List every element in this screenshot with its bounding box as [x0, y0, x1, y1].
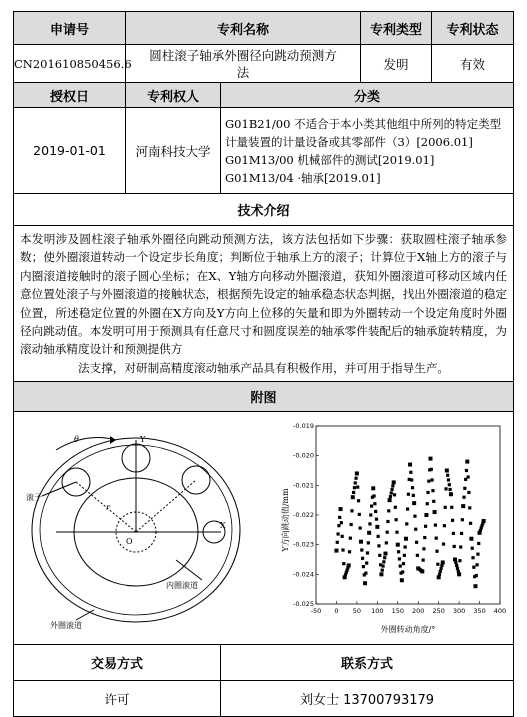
data-point-trail [443, 524, 446, 527]
figures-header: 附图 [14, 382, 514, 412]
data-point-trail [476, 563, 479, 566]
data-point-trail [361, 557, 364, 560]
data-point-trail [364, 572, 367, 575]
data-point-trail [455, 564, 458, 567]
patent-name-header: 专利名称 [126, 12, 361, 45]
data-point-trail [373, 502, 376, 505]
trade-method-value: 许可 [14, 681, 221, 717]
x-tick-label: 0 [334, 607, 339, 616]
data-point [445, 469, 449, 473]
data-point-trail [354, 477, 357, 480]
data-point-trail [475, 574, 478, 577]
data-point-trail [366, 552, 369, 555]
data-point-trail [360, 549, 363, 552]
x-tick-label: -50 [310, 607, 322, 616]
data-point-trail [416, 554, 419, 557]
patent-status-value: 有效 [432, 45, 514, 83]
data-point [449, 492, 453, 496]
data-point-trail [352, 491, 355, 494]
patent-name-value: 圆柱滚子轴承外圈径向跳动预测方法 [126, 45, 361, 83]
data-point-trail [349, 537, 352, 540]
patent-type-value: 发明 [361, 45, 432, 83]
data-point-trail [413, 515, 416, 518]
y-axis-label: Y [140, 435, 146, 445]
outer-race-label: 外圈滚道 [50, 621, 82, 631]
x-tick-label: 250 [432, 607, 445, 616]
data-point-trail [369, 514, 372, 517]
data-point-trail [410, 479, 413, 482]
x-tick-label: 200 [412, 607, 425, 616]
data-point-trail [467, 491, 470, 494]
data-point [334, 549, 338, 553]
data-point-trail [477, 542, 480, 545]
inner-race-label: 内圈滚道 [166, 581, 198, 591]
radius-label: r [106, 503, 110, 513]
data-point-trail [450, 506, 453, 509]
data-point-trail [451, 519, 454, 522]
data-point [420, 570, 424, 574]
data-point-trail [440, 567, 443, 570]
trade-method-header: 交易方式 [14, 645, 221, 681]
theta-label: θ [74, 435, 79, 445]
tech-intro-text-end: 法支撑，对研制高精度滚动轴承产品具有积极作用，并可用于指导生产。 [78, 360, 450, 375]
contact-value: 刘女士 13700793179 [221, 681, 514, 717]
data-point [375, 525, 379, 529]
x-tick-label: 150 [391, 607, 404, 616]
data-point-trail [411, 486, 414, 489]
data-point-trail [432, 500, 435, 503]
data-point-trail [350, 509, 353, 512]
grant-date-header: 授权日 [14, 83, 126, 108]
y-axis-title: Y方向跳动值/mm [281, 488, 290, 552]
data-point [461, 504, 465, 508]
data-point-trail [415, 541, 418, 544]
data-point [392, 481, 396, 485]
data-point-trail [448, 483, 451, 486]
owner-value: 河南科技大学 [126, 108, 221, 194]
data-point-trail [358, 513, 361, 516]
data-point-trail [446, 474, 449, 477]
data-point-trail [435, 550, 438, 553]
classification-header: 分类 [221, 83, 514, 108]
data-point-trail [407, 493, 410, 496]
data-point-trail [356, 486, 359, 489]
x-tick-label: 50 [352, 607, 362, 616]
classification-list [221, 108, 514, 194]
data-point-trail [444, 488, 447, 491]
data-point-trail [453, 545, 456, 548]
data-point-trail [393, 493, 396, 496]
data-point-trail [476, 553, 479, 556]
data-point-trail [399, 565, 402, 568]
data-point-trail [460, 532, 463, 535]
outer-race-leader-line [76, 610, 94, 620]
x-tick-label: 100 [371, 607, 384, 616]
data-point-trail [463, 487, 466, 490]
data-point-trail [422, 547, 425, 550]
data-point-trail [377, 535, 380, 538]
figures-panel [14, 412, 514, 645]
data-point [359, 540, 363, 544]
data-point-trail [357, 499, 360, 502]
data-point [412, 501, 416, 505]
data-point-trail [381, 569, 384, 572]
data-point-trail [403, 554, 406, 557]
data-point-trail [374, 510, 377, 513]
y-tick-label: -0.020 [293, 451, 314, 460]
data-point-trail [431, 479, 434, 482]
data-point [465, 460, 469, 464]
data-point-trail [456, 567, 459, 570]
data-point-trail [378, 554, 381, 557]
data-point-trail [362, 565, 365, 568]
data-point-trail [340, 521, 343, 524]
data-point-trail [402, 562, 405, 565]
data-point-trail [348, 550, 351, 553]
data-point-trail [395, 531, 398, 534]
y-tick-label: -0.025 [293, 600, 314, 609]
data-point-trail [382, 561, 385, 564]
data-point-trail [337, 524, 340, 527]
data-point [441, 561, 445, 565]
x-tick-label: 350 [473, 607, 486, 616]
data-point-trail [381, 565, 384, 568]
app-no-value: CN201610850456.6 [14, 45, 126, 83]
data-point [379, 573, 383, 577]
data-point-trail [438, 573, 441, 576]
data-point-trail [405, 523, 408, 526]
data-point [473, 584, 477, 588]
owner-header: 专利权人 [126, 83, 221, 108]
x-tick-label: 300 [452, 607, 466, 616]
data-point [424, 513, 428, 517]
data-point-trail [385, 542, 388, 545]
data-point-trail [389, 495, 392, 498]
tech-intro-body [14, 226, 514, 382]
roller-leader-line [42, 482, 76, 496]
data-point-trail [426, 491, 429, 494]
origin-label: O [126, 537, 133, 547]
data-point [351, 495, 355, 499]
data-point-trail [336, 541, 339, 544]
tech-intro-header: 技术介绍 [14, 194, 514, 226]
y-tick-label: -0.021 [293, 481, 314, 490]
patent-status-header: 专利状态 [432, 12, 514, 45]
data-point-trail [401, 571, 404, 574]
y-tick-label: -0.019 [293, 422, 314, 431]
x-axis-label: X [220, 521, 226, 531]
data-point-trail [394, 506, 397, 509]
data-point [400, 579, 404, 583]
data-point-trail [469, 522, 472, 525]
data-point [347, 564, 351, 568]
classification-item: G01B21/00 不适合于本小类其他组中所列的特定类型计量装置的计量设备或其零部件（3）[2006.01] [225, 116, 502, 149]
rotation-arrow [56, 438, 116, 450]
roller-shape [182, 466, 210, 494]
classification-item: G01M13/00 机械部件的测试[2019.01] [225, 152, 435, 167]
data-point-trail [404, 546, 407, 549]
data-point [396, 543, 400, 547]
data-point [339, 507, 343, 511]
bearing-diagram [16, 420, 260, 636]
data-point-trail [367, 542, 370, 545]
data-point [367, 531, 371, 535]
data-point [384, 552, 388, 556]
data-point-trail [439, 570, 442, 573]
data-point-trail [434, 524, 437, 527]
data-point-trail [435, 537, 438, 540]
data-point [388, 498, 392, 502]
data-point-trail [341, 535, 344, 538]
contact-header: 联系方式 [221, 645, 514, 681]
radius-line [136, 480, 196, 532]
data-point [428, 457, 432, 461]
runout-chart [280, 420, 508, 636]
data-point-trail [350, 523, 353, 526]
data-point-trail [409, 471, 412, 474]
x-tick-label: 400 [493, 607, 507, 616]
data-point [363, 581, 367, 585]
data-point-trail [341, 549, 344, 552]
data-point-trail [375, 518, 378, 521]
patent-table [13, 11, 514, 717]
data-point-trail [459, 546, 462, 549]
data-point-trail [390, 488, 393, 491]
data-point-trail [423, 536, 426, 539]
data-point-trail [365, 562, 368, 565]
tech-intro-text: 本发明涉及圆柱滚子轴承外圈径向跳动预测方法，该方法包括如下步骤：获取圆柱滚子轴承参数；使外圈滚道转动一个设定步长角度；判断位于轴承上方的滚子；计算位于X轴上方的滚子与内圈滚道接触时的滚子圆心坐标；在X、Y轴方向移动外圈滚道，获知外圈滚道可移动区域内任意位置处滚子与外圈滚道的接触状态，根据预先设定的轴承稳态状态判据，找出外圈滚道的稳定位置，所述稳定位置的外圈在X方向及Y方向上位移的矢量和即为外圈转动一个设定角度时外圈径向跳动值。本发明可用于预测具有任意尺寸和圆度误差的轴承零件装配后的轴承旋转精度，为滚动轴承精度设计和预测提供方 [20, 232, 508, 357]
data-point-trail [354, 482, 357, 485]
data-point-trail [390, 492, 393, 495]
data-point-trail [368, 523, 371, 526]
data-point-trail [430, 468, 433, 471]
data-point [404, 537, 408, 541]
data-point [408, 463, 412, 467]
app-no-header: 申请号 [14, 12, 126, 45]
data-point-trail [406, 508, 409, 511]
classification-item: G01M13/04 ·轴承[2019.01] [225, 170, 381, 185]
data-point-trail [471, 547, 474, 550]
y-tick-label: -0.023 [293, 540, 314, 549]
arrow-head-icon [110, 436, 116, 444]
data-point-trail [465, 469, 468, 472]
data-point-trail [395, 518, 398, 521]
data-point [482, 519, 486, 523]
data-point-trail [468, 507, 471, 510]
data-point-trail [398, 558, 401, 561]
data-point-trail [452, 532, 455, 535]
data-point-trail [387, 509, 390, 512]
data-point-trail [431, 489, 434, 492]
data-point-trail [397, 550, 400, 553]
roller-label: 滚子 [26, 493, 42, 503]
data-point-trail [359, 527, 362, 530]
patent-sheet [13, 11, 513, 717]
data-point-trail [427, 480, 430, 483]
x-axis-title: 外圈转动角度/° [380, 625, 436, 635]
data-point [355, 472, 359, 476]
data-point-trail [338, 516, 341, 519]
data-point-trail [442, 543, 445, 546]
data-point-trail [454, 561, 457, 564]
data-point-trail [458, 559, 461, 562]
data-point-trail [449, 488, 452, 491]
data-point-trail [472, 566, 475, 569]
y-tick-label: -0.024 [293, 570, 314, 579]
chart-points [334, 457, 485, 589]
data-point-trail [377, 545, 380, 548]
data-point [371, 487, 375, 491]
data-point-trail [412, 494, 415, 497]
data-point-trail [342, 562, 345, 565]
data-point [433, 510, 437, 514]
data-point-trail [424, 525, 427, 528]
data-point-trail [436, 563, 439, 566]
data-point-trail [462, 496, 465, 499]
data-point-trail [461, 518, 464, 521]
data-point-trail [467, 476, 470, 479]
data-point-trail [372, 495, 375, 498]
data-point-trail [426, 502, 429, 505]
data-point-trail [353, 486, 356, 489]
data-point-trail [386, 520, 389, 523]
data-point-trail [471, 556, 474, 559]
data-point-trail [444, 506, 447, 509]
data-point-trail [386, 531, 389, 534]
data-point-trail [414, 528, 417, 531]
data-point-trail [447, 479, 450, 482]
data-point-trail [391, 485, 394, 488]
grant-date-value: 2019-01-01 [14, 108, 126, 194]
patent-type-header: 专利类型 [361, 12, 432, 45]
data-point [457, 573, 461, 577]
data-point-trail [336, 533, 339, 536]
data-point-trail [370, 505, 373, 508]
data-point-trail [422, 559, 425, 562]
data-point-trail [383, 556, 386, 559]
data-point [469, 537, 473, 541]
y-tick-label: -0.022 [293, 511, 314, 520]
